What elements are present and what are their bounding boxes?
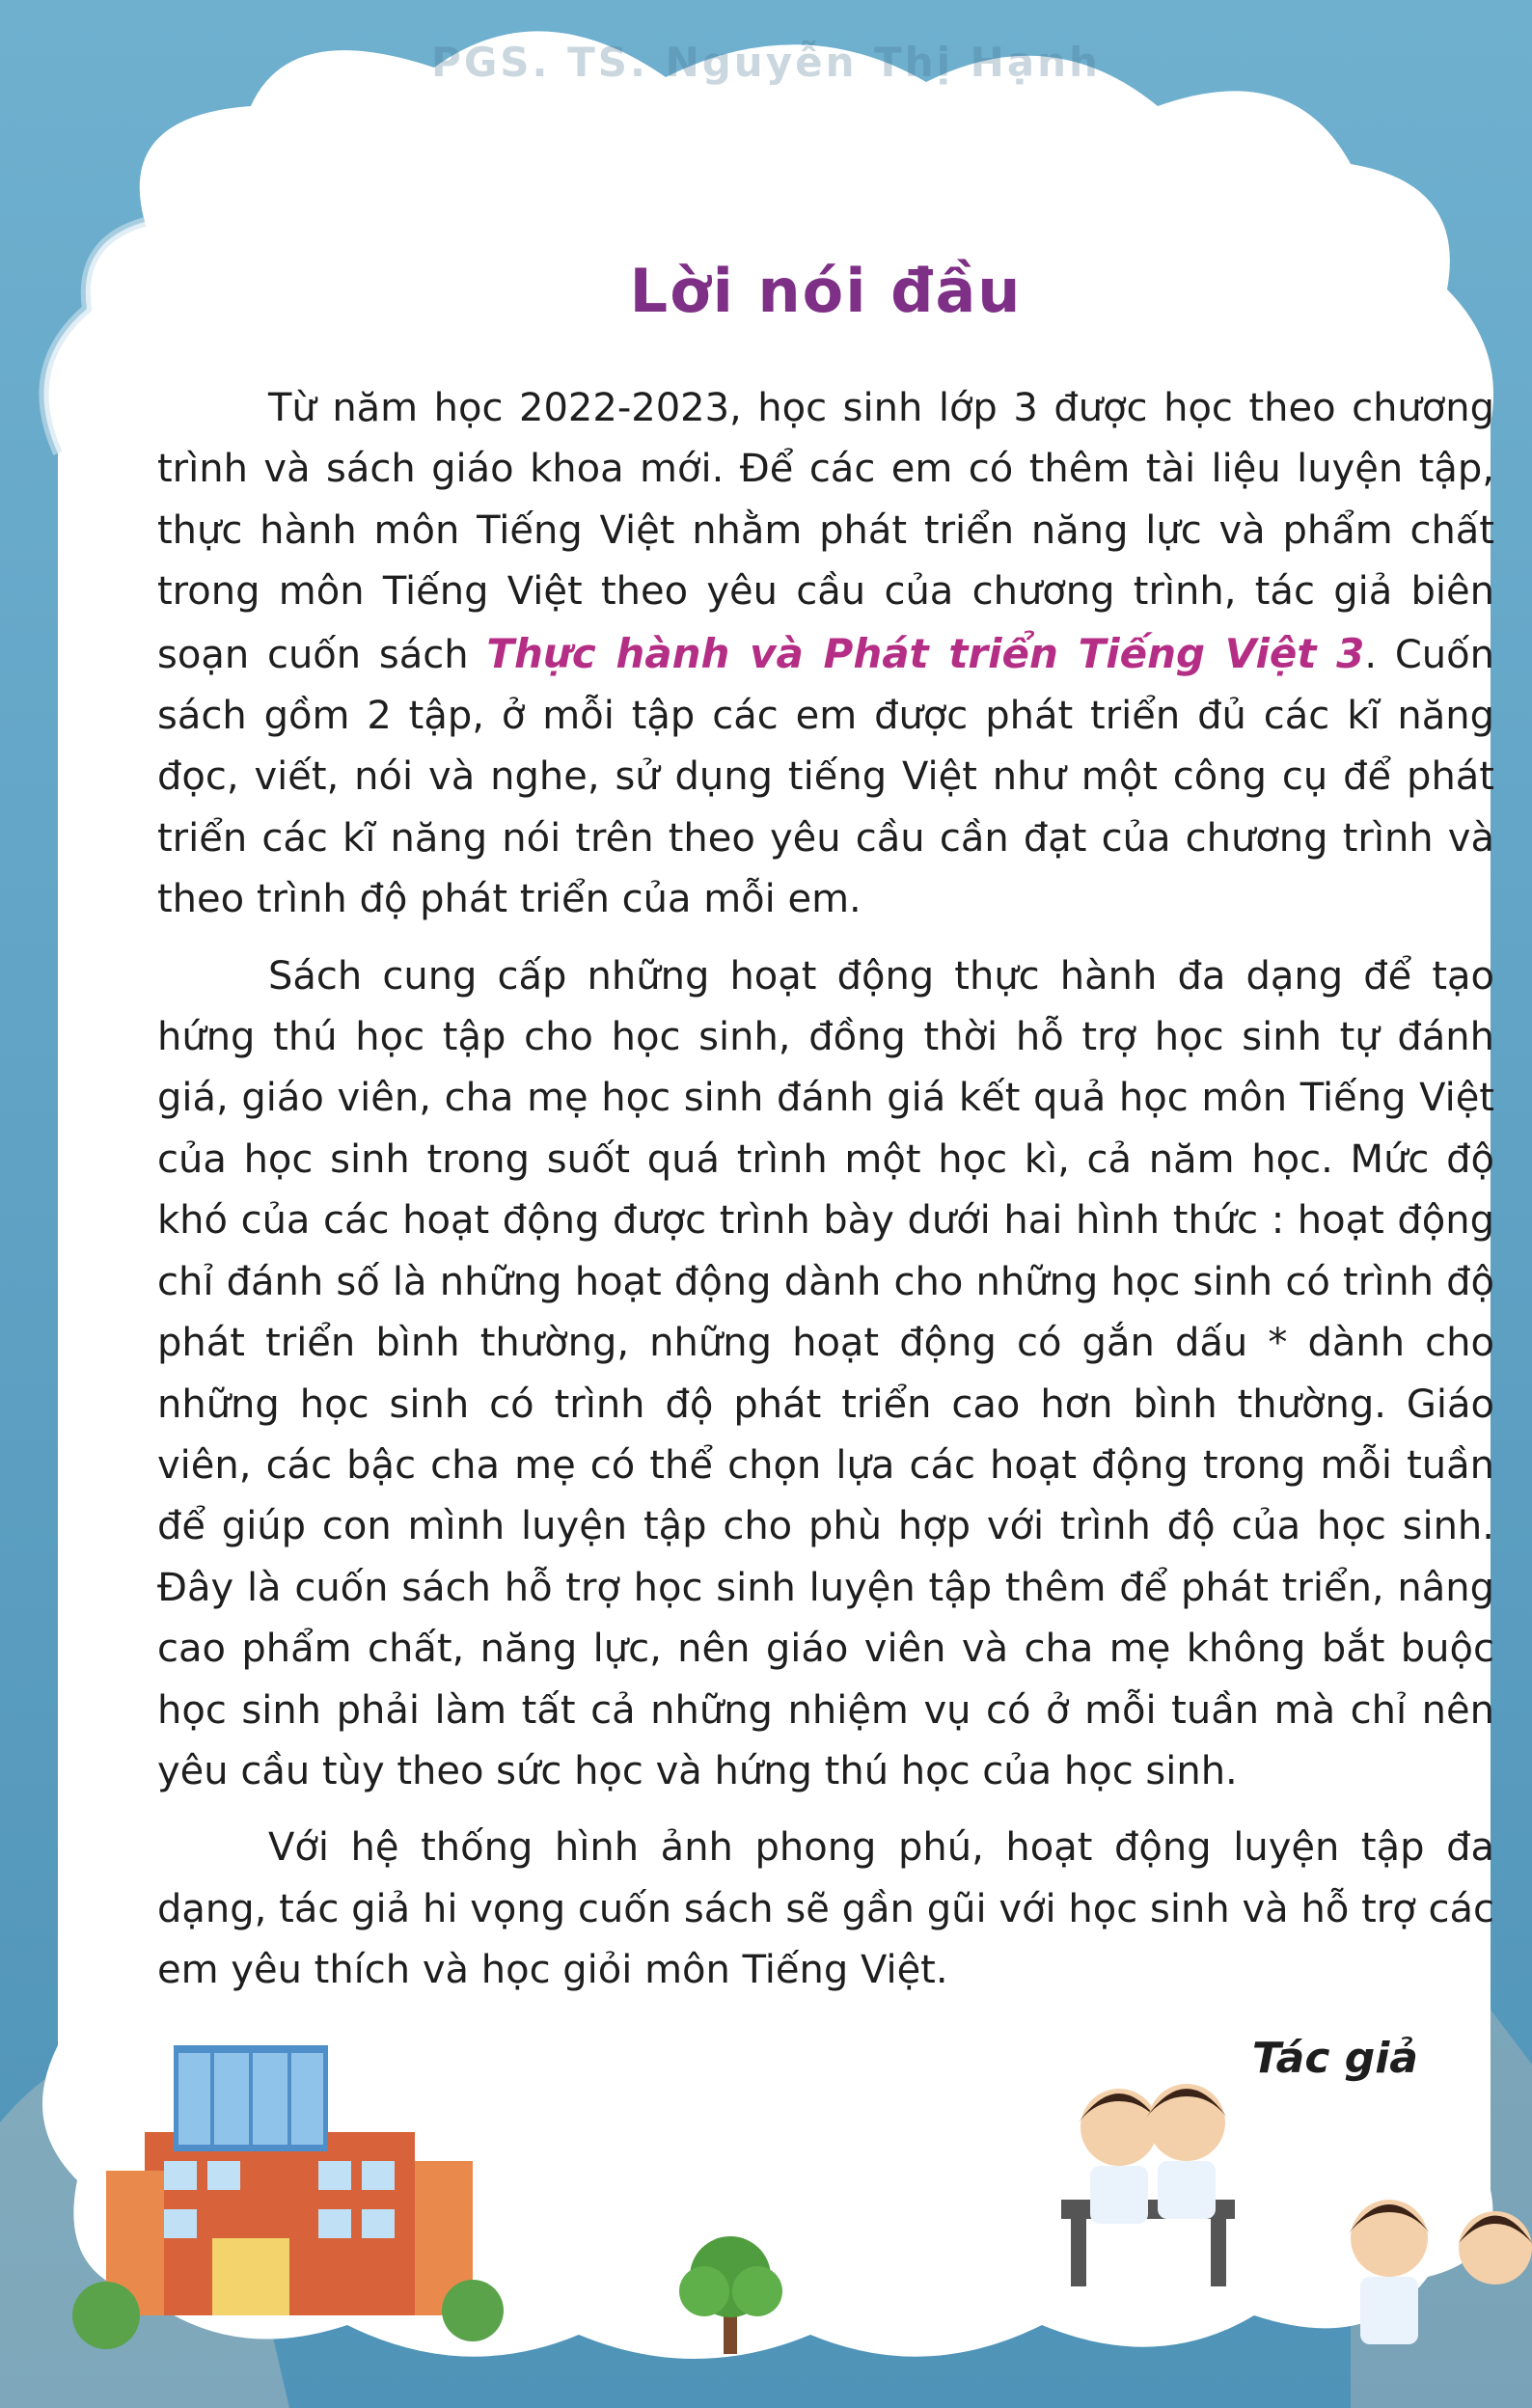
page-title: Lời nói đầu — [629, 256, 1023, 326]
preface-content — [157, 253, 1494, 2017]
signature: Tác giả — [1251, 2034, 1418, 2083]
ghost-author-header: PGS. TS. Nguyễn Thị Hạnh — [431, 39, 1101, 86]
book-title-emphasis: Thực hành và Phát triển Tiếng Việt 3 — [486, 629, 1365, 677]
paragraph-1-text-before: Từ năm học 2022-2023, học sinh lớp 3 được học theo chương trình và sách giáo khoa mới. Để các em có thêm tài liệu luyện tập, thực hành môn Tiếng Việt nhằm phát triển năng lực và phẩm chất trong môn Tiếng Việt theo yêu cầu của chương trình, tác giả biên soạn cuốn sách — [157, 386, 1494, 677]
paragraph-3: Với hệ thống hình ảnh phong phú, hoạt động luyện tập đa dạng, tác giả hi vọng cuốn sách sẽ gần gũi với học sinh và hỗ trợ các em yêu thích và học giỏi môn Tiếng Việt. — [157, 1825, 1494, 1993]
paragraph-1-text-after: . Cuốn sách gồm 2 tập, ở mỗi tập các em được phát triển đủ các kĩ năng đọc, viết, nói và nghe, sử dụng tiếng Việt như một công cụ để phát triển các kĩ năng nói trên theo yêu cầu cần đạt của chương trình và theo trình độ phát triển của mỗi em. — [157, 632, 1494, 922]
paragraph-1 — [157, 378, 1494, 931]
paragraph-2: Sách cung cấp những hoạt động thực hành đa dạng để tạo hứng thú học tập cho học sinh, đồng thời hỗ trợ học sinh tự đánh giá, giáo viên, cha mẹ học sinh đánh giá kết quả học môn Tiếng Việt của học sinh trong suốt quá trình một học kì, cả năm học. Mức độ khó của các hoạt động được trình bày dưới hai hình thức : hoạt động chỉ đánh số là những hoạt động dành cho những học sinh có trình độ phát triển bình thường, những hoạt động có gắn dấu * dành cho những học sinh có trình độ phát triển cao hơn bình thường. Giáo viên, các bậc cha mẹ có thể chọn lựa các hoạt động trong mỗi tuần để giúp con mình luyện tập cho phù hợp với trình độ của học sinh. Đây là cuốn sách hỗ trợ học sinh luyện tập thêm để phát triển, nâng cao phẩm chất, năng lực, nên giáo viên và cha mẹ không bắt buộc học sinh phải làm tất cả những nhiệm vụ có ở mỗi tuần mà chỉ nên yêu cầu tùy theo sức học và hứng thú học của học sinh. — [157, 953, 1494, 1793]
